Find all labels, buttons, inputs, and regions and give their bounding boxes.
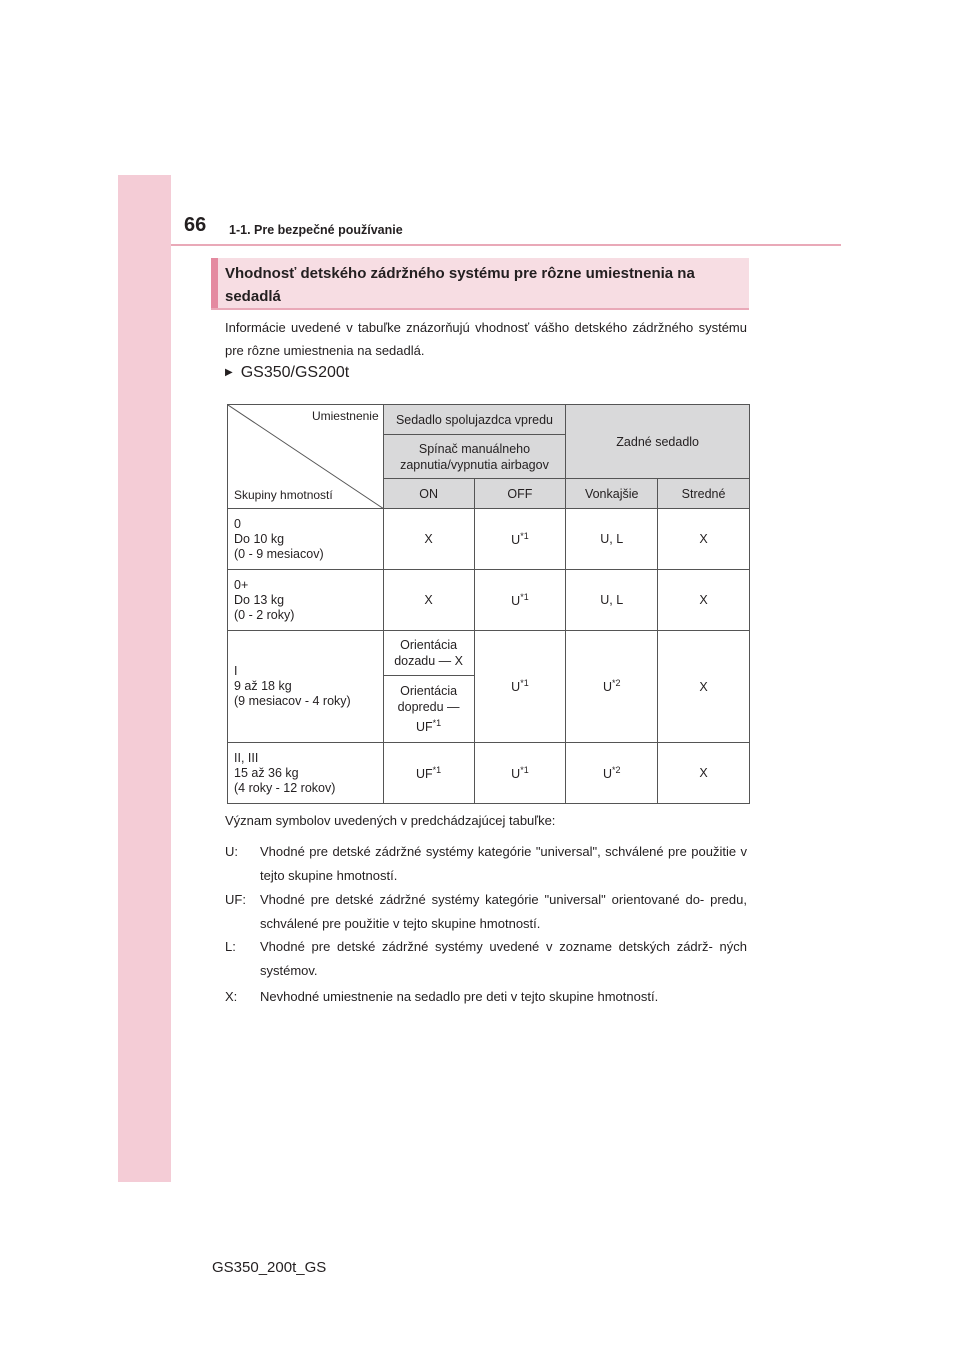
middle-cell: X: [658, 509, 750, 570]
table-row: [228, 631, 750, 676]
legend-text: Vhodné pre detské zádržné systémy uvedené v zozname detských zádrž- ných systémov.: [260, 939, 747, 978]
placement-label: Umiestnenie: [311, 409, 379, 423]
heading-accent-bar: [211, 258, 218, 308]
corner-header-cell: [228, 405, 384, 509]
on-forward-facing-cell: Orientácia dopredu — UF$^{*1}$: [383, 676, 474, 743]
weight-group-label: Skupiny hmotností: [234, 488, 333, 502]
model-text: GS350/GS200t: [240, 364, 350, 381]
model-label: [225, 364, 349, 382]
heading-text: Vhodnosť detského zádržného systému pre rôzne umiestnenia na sedadlá: [225, 265, 695, 305]
outer-cell: $U^{*2}$: [566, 743, 658, 804]
on-cell: X: [383, 509, 474, 570]
legend-key: X:: [225, 989, 238, 1004]
col-off-header: OFF: [474, 479, 566, 509]
legend-item-x: [225, 985, 747, 1009]
off-cell: $U^{*1}$: [474, 570, 566, 631]
table-row: [228, 743, 750, 804]
legend-intro: Význam symbolov uvedených v predchádzajúcej tabuľke:: [225, 813, 556, 828]
weight-group-cell: 0 Do 10 kg (0 - 9 mesiacov): [228, 509, 384, 570]
off-cell: $U^{*1}$: [474, 631, 566, 743]
table-row: [228, 570, 750, 631]
legend-key: L:: [225, 939, 236, 954]
legend-text: Vhodné pre detské zádržné systémy kategórie "universal" orientované do- predu, schválené pre použitie v tejto skupine hmotností.: [260, 892, 747, 931]
legend-text: Nevhodné umiestnenie na sedadlo pre deti v tejto skupine hmotností.: [260, 989, 659, 1004]
col-outer-header: Vonkajšie: [566, 479, 658, 509]
rear-seat-header: Zadné sedadlo: [566, 405, 750, 479]
footer-model-code: GS350_200t_GS: [212, 1259, 327, 1276]
page-number: 66: [184, 214, 207, 236]
weight-group-cell: 0+ Do 13 kg (0 - 2 roky): [228, 570, 384, 631]
col-on-header: ON: [383, 479, 474, 509]
triangle-bullet-icon: ▶: [225, 367, 233, 378]
heading-box: [211, 258, 749, 310]
suitability-table: [227, 404, 750, 804]
section-title: 1-1. Pre bezpečné používanie: [229, 223, 403, 237]
legend-item-uf: [225, 888, 747, 936]
on-rear-facing-cell: Orientácia dozadu — X: [383, 631, 474, 676]
outer-cell: $U^{*2}$: [566, 631, 658, 743]
outer-cell: U, L: [566, 570, 658, 631]
legend-key: UF:: [225, 892, 246, 907]
weight-group-cell: II, III 15 až 36 kg (4 roky - 12 rokov): [228, 743, 384, 804]
legend-key: U:: [225, 844, 238, 859]
on-cell: X: [383, 570, 474, 631]
legend-text: Vhodné pre detské zádržné systémy kategórie "universal", schválené pre použitie v tejto skupine hmotností.: [260, 844, 747, 883]
intro-paragraph: Informácie uvedené v tabuľke znázorňujú vhodnosť vášho detského zádržného systému pre rôzne umiestnenia na sedadlá.: [225, 320, 747, 358]
header-rule: [171, 244, 841, 246]
outer-cell: U, L: [566, 509, 658, 570]
side-tab-bar: [118, 175, 171, 1182]
middle-cell: X: [658, 570, 750, 631]
legend-item-u: [225, 840, 747, 888]
weight-group-cell: I 9 až 18 kg (9 mesiacov - 4 roky): [228, 631, 384, 743]
col-middle-header: Stredné: [658, 479, 750, 509]
table-row: [228, 509, 750, 570]
legend-item-l: [225, 935, 747, 983]
off-cell: $U^{*1}$: [474, 743, 566, 804]
airbag-switch-header: Spínač manuálneho zapnutia/vypnutia airbagov: [383, 435, 566, 479]
middle-cell: X: [658, 743, 750, 804]
front-seat-header: Sedadlo spolujazdca vpredu: [383, 405, 566, 435]
off-cell: $U^{*1}$: [474, 509, 566, 570]
on-cell: UF$^{*1}$: [383, 743, 474, 804]
middle-cell: X: [658, 631, 750, 743]
